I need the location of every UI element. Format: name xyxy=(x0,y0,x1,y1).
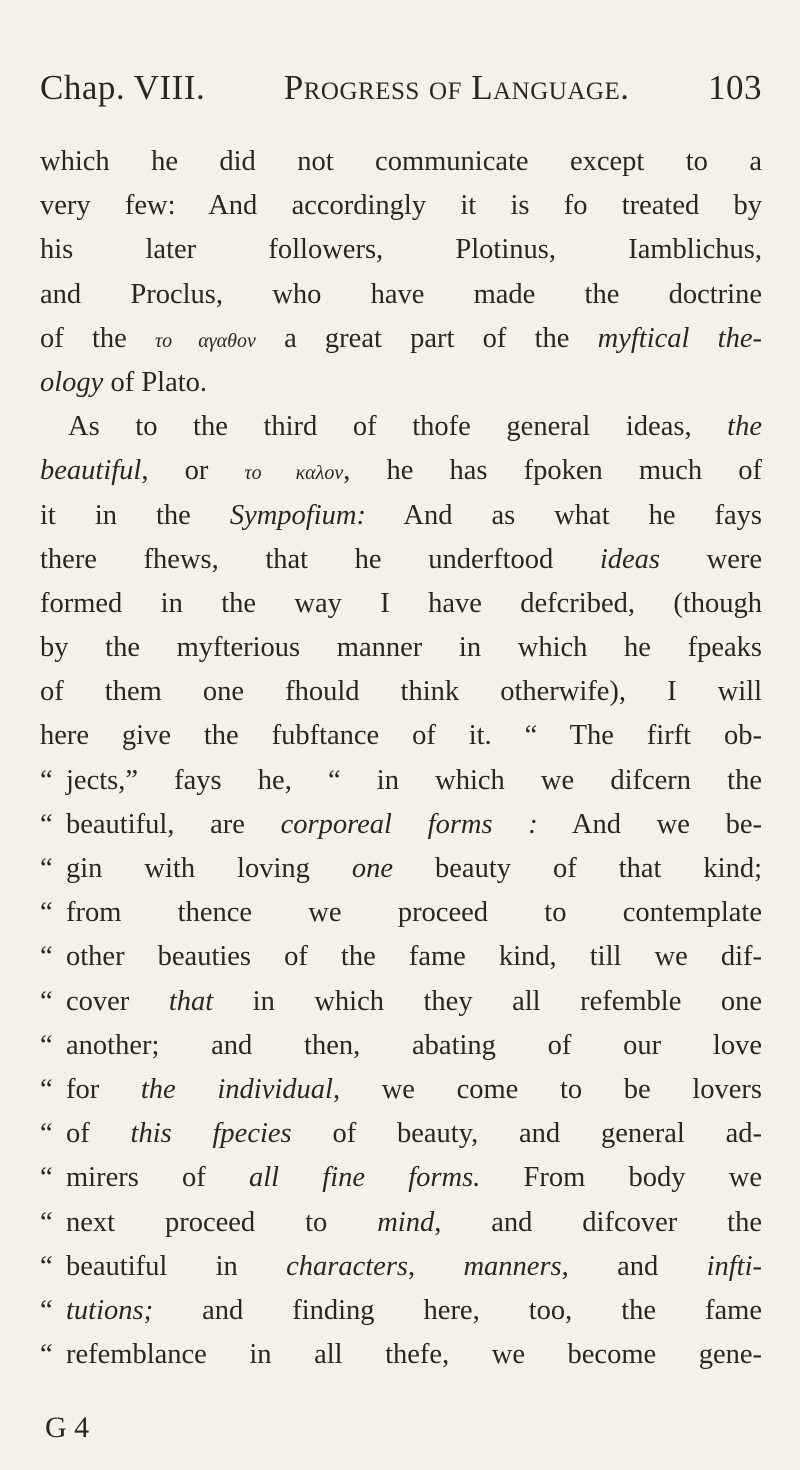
running-title: Progress of Language. xyxy=(283,68,630,107)
text-line: “ beautiful in characters, manners, and infti- xyxy=(40,1250,762,1282)
text-line: “ of this fpecies of beauty, and general ad- xyxy=(40,1118,762,1150)
text-line: of them one fhould think otherwife), I will xyxy=(40,676,762,708)
text-line: “ other beauties of the fame kind, till we dif- xyxy=(40,941,762,973)
text-line: “ beautiful, are corporeal forms : And we be- xyxy=(40,808,763,840)
text-line: “ another; and then, abating of our love xyxy=(40,1029,762,1061)
text-line: “ gin with loving one beauty of that kind; xyxy=(40,853,762,884)
greek-kalon: το καλον xyxy=(244,462,344,485)
text-line: by the myfterious manner in which he fpeaks xyxy=(40,632,762,664)
text-line: and Proclus, who have made the doctrine xyxy=(40,278,762,310)
text-line: “ next proceed to mind, and difcover the xyxy=(40,1206,762,1238)
page-body xyxy=(40,140,762,1377)
page-number: 103 xyxy=(708,68,762,107)
text-line: “ jects,” fays he, “ in which we difcern the xyxy=(40,764,762,796)
text-line: “ mirers of all fine forms. From body we xyxy=(40,1162,762,1194)
text-line: his later followers, Plotinus, Iamblichus, xyxy=(40,234,762,266)
running-header xyxy=(40,68,762,108)
text-line: here give the fubftance of it. “ The firft ob- xyxy=(40,720,762,752)
text-line: there fhews, that he underftood ideas were xyxy=(40,543,762,575)
text-line: formed in the way I have defcribed, (though xyxy=(40,587,762,619)
text-line: “ tutions; and finding here, too, the fame xyxy=(40,1294,762,1326)
text-line: “ from thence we proceed to contemplate xyxy=(40,897,762,929)
greek-agathon: το αγαθον xyxy=(155,329,256,352)
text-line: As to the third of thofe general ideas, the xyxy=(68,411,762,443)
signature-mark: G 4 xyxy=(45,1411,90,1444)
text-line: ology of Plato. xyxy=(40,366,208,398)
text-line: which he did not communicate except to a xyxy=(40,146,762,177)
text-line: beautiful, or το καλον, he has fpoken much of xyxy=(40,455,762,487)
text-line: very few: And accordingly it is fo treated by xyxy=(40,190,762,222)
text-line: “ cover that in which they all refemble one xyxy=(40,985,762,1017)
text-line: it in the Sympofium: And as what he fays xyxy=(40,499,762,531)
text-line: “ for the individual, we come to be lovers xyxy=(40,1073,762,1105)
text-line: of the το αγαθον a great part of the myftical the- xyxy=(40,322,762,354)
text-line: “ refemblance in all thefe, we become gene- xyxy=(40,1339,762,1371)
chapter-label: Chap. VIII. xyxy=(40,68,206,107)
